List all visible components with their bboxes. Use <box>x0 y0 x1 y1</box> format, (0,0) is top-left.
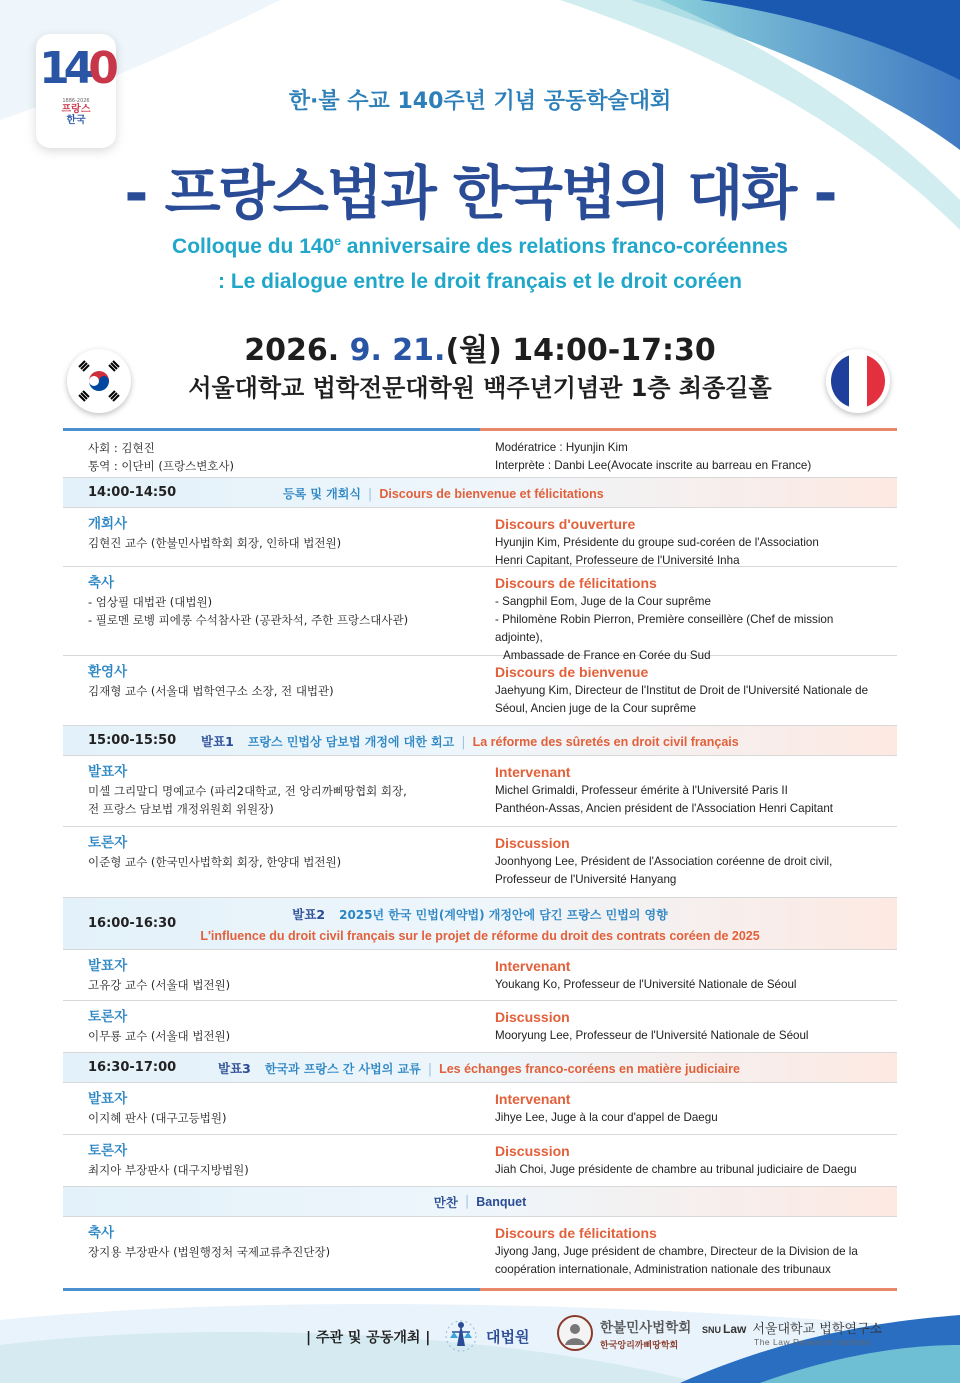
time-slot-1: 14:00-14:50 등록 및 개회식 | Discours de bienvenue et félicitations <box>63 478 897 508</box>
logo-korea: 한국 <box>66 115 86 126</box>
discussant-fr: Jiah Choi, Juge présidente de chambre au tribunal judiciaire de Daegu <box>495 1163 857 1176</box>
discussant-kr: 최지아 부장판사 (대구지방법원) <box>88 1163 249 1177</box>
speaker-label-fr: Intervenant <box>495 958 571 974</box>
event-date: 2026. 9. 21.(월) 14:00-17:30 <box>244 333 716 368</box>
slot-title-kr: 등록 및 개회식 <box>283 487 361 501</box>
congrats-row <box>63 567 897 662</box>
event-title: - 프랑스법과 한국법의 대화 - <box>124 159 836 227</box>
congrats-label-kr: 축사 <box>88 1225 115 1241</box>
host-label: | 주관 및 공동개최 | <box>306 1330 431 1346</box>
speaker-kr: 미셸 그리말디 명예교수 (파리2대학교, 전 앙리까삐땅협회 회장, <box>88 784 407 798</box>
discussant-fr-2: Professeur de l'Université Hanyang <box>495 873 677 886</box>
s2-speaker-row <box>63 756 897 827</box>
speaker-kr-2: 전 프랑스 담보법 개정위원회 위원장) <box>88 802 274 816</box>
org-snu-law <box>702 1318 882 1347</box>
program-top-line <box>63 428 897 431</box>
speaker-label-kr: 발표자 <box>88 1091 128 1107</box>
moderator-fr: Modératrice : Hyunjin Kim <box>495 441 628 454</box>
speaker-fr: Jihye Lee, Juge à la cour d'appel de Daegu <box>495 1111 718 1124</box>
congrats-speaker-2-kr: - 필로멘 로벵 피에롱 수석참사관 (공관차석, 주한 프랑스대사관) <box>88 613 409 627</box>
presentation-number: 발표2 <box>292 906 326 922</box>
opening-speaker-fr: Hyunjin Kim, Présidente du groupe sud-coréen de l'Association <box>495 536 819 549</box>
justice-statue-icon <box>442 1316 480 1356</box>
org-association <box>556 1314 691 1352</box>
welcome-speaker-fr: Jaehyung Kim, Directeur de l'Institut de Droit de l'Université Nationale de <box>495 684 869 697</box>
snu-institute-en: The Law Research Institute <box>754 1337 871 1347</box>
congrats-speaker-kr: 장지용 부장판사 (법원행정처 국제교류추진단장) <box>88 1245 331 1259</box>
discussant-label-fr: Discussion <box>495 1143 570 1159</box>
slot-title-kr: 프랑스 민법상 담보법 개정에 대한 회고 <box>247 735 455 749</box>
banquet-congrats-row <box>63 1217 897 1288</box>
discussant-label-kr: 토론자 <box>88 835 128 851</box>
welcome-speaker-kr: 김재형 교수 (서울대 법학연구소 소장, 전 대법관) <box>88 684 334 698</box>
discussant-label-fr: Discussion <box>495 835 570 851</box>
snu-text: SNU <box>702 1325 722 1335</box>
discussant-fr: Mooryung Lee, Professeur de l'Université Nationale de Séoul <box>495 1029 809 1042</box>
welcome-label-kr: 환영사 <box>88 664 128 680</box>
congrats-speaker-fr-2: coopération internationale, Administration nationale des tribunaux <box>495 1263 831 1276</box>
congrats-label-fr: Discours de félicitations <box>495 575 657 591</box>
banquet-row: 만찬 | Banquet <box>63 1187 897 1217</box>
s3-discussant-row <box>63 1001 897 1053</box>
snu-institute-kr: 서울대학교 법학연구소 <box>752 1322 883 1337</box>
event-title-fr-1: Colloque du 140e anniversaire des relations franco-coréennes <box>172 234 788 258</box>
logo-france: 프랑스 <box>61 104 91 115</box>
logo-number: 140 <box>39 43 113 94</box>
interpreter-fr: Interprète : Danbi Lee(Avocate inscrite au barreau en France) <box>495 459 812 472</box>
event-subtitle: 한·불 수교 140주년 기념 공동학술대회 <box>288 89 672 114</box>
speaker-label-kr: 발표자 <box>88 958 128 974</box>
speaker-fr: Youkang Ko, Professeur de l'Université Nationale de Séoul <box>495 978 797 991</box>
korea-flag-icon <box>67 349 131 413</box>
opening-label-kr: 개회사 <box>88 516 128 532</box>
speaker-kr: 이지혜 판사 (대구고등법원) <box>88 1111 227 1125</box>
slot-title-fr: Discours de bienvenue et félicitations <box>379 487 604 501</box>
time-slot-3 <box>63 898 897 950</box>
opening-speaker-fr-2: Henri Capitant, Professeure de l'Université Inha <box>495 554 740 567</box>
slot-title-kr: 2025년 한국 민법(계약법) 개정안에 담긴 프랑스 민법의 영향 <box>339 907 668 922</box>
footer <box>0 1312 960 1362</box>
moderator-row <box>63 431 897 478</box>
program-table <box>63 428 897 1291</box>
association-seal-icon <box>556 1314 594 1352</box>
banquet-fr: Banquet <box>476 1194 527 1209</box>
event-venue: 서울대학교 법학전문대학원 백주년기념관 1층 최종길홀 <box>188 374 772 402</box>
moderator-kr: 사회 : 김현진 <box>88 441 155 455</box>
speaker-fr-2: Panthéon-Assas, Ancien président de l'Association Henri Capitant <box>495 802 833 815</box>
slot-time: 15:00-15:50 <box>88 733 177 748</box>
slot-title-fr: Les échanges franco-coréens en matière judiciaire <box>439 1062 740 1076</box>
banquet-kr: 만찬 <box>433 1194 458 1210</box>
speaker-kr: 고유강 교수 (서울대 법전원) <box>88 978 231 992</box>
slot-title-fr: L'influence du droit civil français sur le projet de réforme du droit des contrats coréen de 2025 <box>200 928 760 943</box>
slot-time: 16:30-17:00 <box>88 1060 177 1075</box>
program-bottom-line <box>63 1288 897 1291</box>
slot-title-kr: 한국과 프랑스 간 사법의 교류 <box>264 1062 421 1076</box>
interpreter-kr: 통역 : 이단비 (프랑스변호사) <box>88 459 235 473</box>
congrats-label-fr: Discours de félicitations <box>495 1225 657 1241</box>
discussant-kr: 이무룡 교수 (서울대 법전원) <box>88 1029 231 1043</box>
presentation-number: 발표1 <box>201 734 234 749</box>
slot-time: 14:00-14:50 <box>88 485 177 500</box>
discussant-label-kr: 토론자 <box>88 1009 128 1025</box>
presentation-number: 발표3 <box>218 1061 251 1076</box>
time-slot-2: 15:00-15:50 발표1 프랑스 민법상 담보법 개정에 대한 회고 | La réforme des sûretés en droit civil français <box>63 726 897 756</box>
welcome-label-fr: Discours de bienvenue <box>495 664 649 680</box>
logo-years: 1886-2026 <box>62 98 90 104</box>
speaker-label-kr: 발표자 <box>88 764 128 780</box>
discussant-fr: Joonhyong Lee, Président de l'Association coréenne de droit civil, <box>495 855 833 868</box>
welcome-row <box>63 656 897 726</box>
speaker-label-fr: Intervenant <box>495 1091 571 1107</box>
s4-discussant-row <box>63 1135 897 1187</box>
opening-speaker-kr: 김현진 교수 (한불민사법학회 회장, 인하대 법전원) <box>88 536 342 550</box>
france-flag-icon <box>826 349 890 413</box>
time-slot-4: 16:30-17:00 발표3 한국과 프랑스 간 사법의 교류 | Les échanges franco-coréens en matière judiciaire <box>63 1053 897 1083</box>
s3-speaker-row <box>63 950 897 1001</box>
speaker-label-fr: Intervenant <box>495 764 571 780</box>
org-supreme-court-name: 대법원 <box>486 1327 530 1346</box>
discussant-label-fr: Discussion <box>495 1009 570 1025</box>
slot-title-fr: La réforme des sûretés en droit civil français <box>472 735 739 749</box>
congrats-speaker-2-fr: - Philomène Robin Pierron, Première conseillère (Chef de mission adjointe), <box>495 613 834 644</box>
discussant-kr: 이준형 교수 (한국민사법학회 회장, 한양대 법전원) <box>88 855 342 869</box>
congrats-speaker-1-fr: - Sangphil Eom, Juge de la Cour suprême <box>495 595 711 608</box>
org-association-sub: 한국앙리까삐땅학회 <box>600 1340 679 1351</box>
congrats-speaker-2-fr-cont: Ambassade de France en Corée du Sud <box>503 649 711 662</box>
org-association-name: 한불민사법학회 <box>600 1319 692 1336</box>
event-title-fr-2: : Le dialogue entre le droit français et le droit coréen <box>218 270 742 293</box>
opening-label-fr: Discours d'ouverture <box>495 516 636 532</box>
congrats-speaker-fr: Jiyong Jang, Juge président de chambre, Directeur de la Division de la <box>495 1245 858 1258</box>
opening-row <box>63 508 897 567</box>
slot-time: 16:00-16:30 <box>88 916 177 931</box>
s2-discussant-row <box>63 827 897 898</box>
welcome-speaker-fr-2: Séoul, Ancien juge de la Cour suprême <box>495 702 697 715</box>
s4-speaker-row <box>63 1083 897 1135</box>
congrats-label-kr: 축사 <box>88 575 115 591</box>
discussant-label-kr: 토론자 <box>88 1143 128 1159</box>
speaker-fr: Michel Grimaldi, Professeur émérite à l'Université Paris II <box>495 784 788 797</box>
org-supreme-court <box>442 1316 529 1356</box>
congrats-speaker-1-kr: - 엄상필 대법관 (대법원) <box>88 595 213 609</box>
law-text: Law <box>723 1322 747 1336</box>
